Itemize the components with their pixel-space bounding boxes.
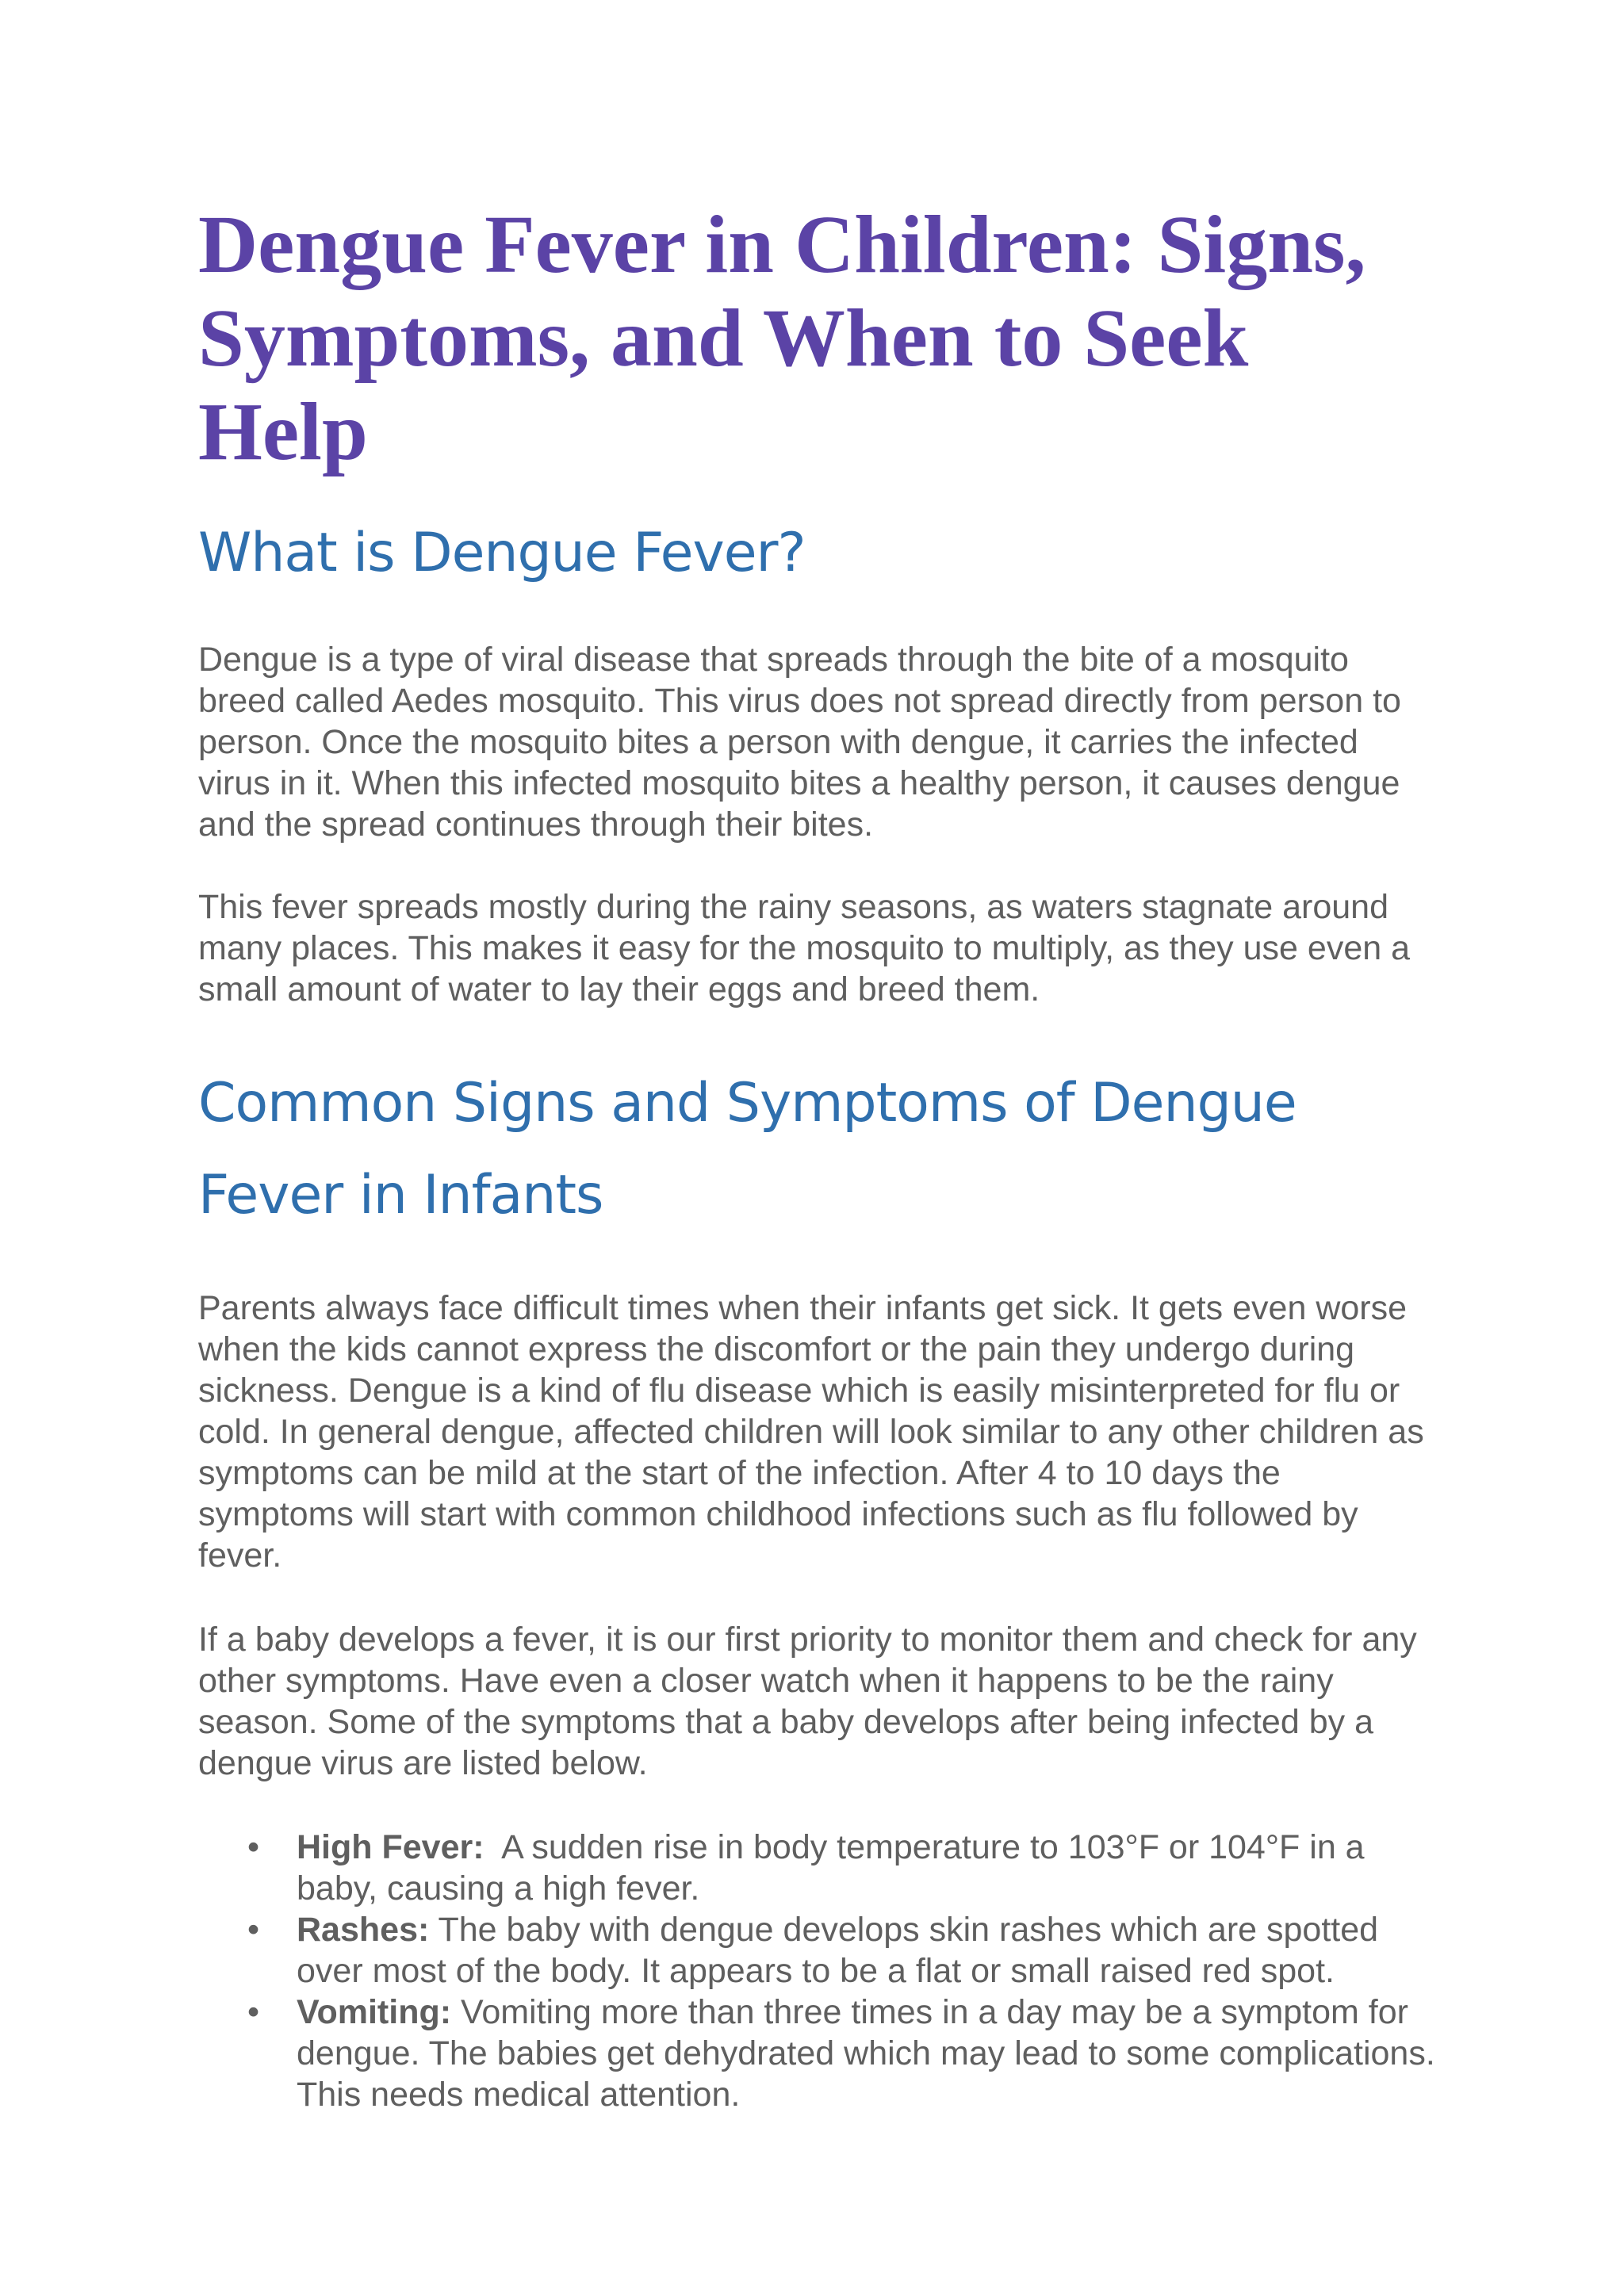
- section-heading-common-symptoms: Common Signs and Symptoms of Dengue Fever in Infants: [198, 1072, 1297, 1226]
- bullet-icon: •: [247, 1993, 260, 2031]
- symptom-term: Vomiting:: [297, 1993, 452, 2031]
- bullet-icon: •: [247, 1911, 260, 1949]
- document-content: [198, 198, 1444, 2115]
- symptom-description: The baby with dengue develops skin rashes which are spotted over most of the body. It appears to be a flat or small raised red spot.: [297, 1911, 1388, 1990]
- symptom-description: A sudden rise in body temperature to 103°F or 104°F in a baby, causing a high fever.: [297, 1828, 1374, 1908]
- paragraph-rainy-season-spread: This fever spreads mostly during the rainy seasons, as waters stagnate around many places. This makes it easy for the mosquito to multiply, as they use even a small amount of water to lay their eggs and breed them.: [198, 888, 1411, 1008]
- list-item-rashes: [198, 1909, 1435, 1992]
- symptom-term: High Fever:: [297, 1828, 485, 1866]
- paragraph-parents-infants: Parents always face difficult times when their infants get sick. It gets even worse when the kids cannot express the discomfort or the pain they undergo during sickness. Dengue is a kind of flu disease which is easily misinterpreted for flu or cold. In general dengue, affected children will look similar to any other children as symptoms can be mild at the start of the infection. After 4 to 10 days the symptoms will start with common childhood infections such as flu followed by fever.: [198, 1289, 1424, 1575]
- paragraph-dengue-definition: Dengue is a type of viral disease that spreads through the bite of a mosquito breed called Aedes mosquito. This virus does not spread directly from person to person. Once the mosquito bites a person with dengue, it carries the infected virus in it. When this infected mosquito bites a healthy person, it causes dengue and the spread continues through their bites.: [198, 641, 1401, 844]
- list-item-high-fever: [198, 1827, 1435, 1909]
- symptom-term: Rashes:: [297, 1911, 430, 1949]
- document-title: Dengue Fever in Children: Signs, Symptoms, and When to Seek Help: [198, 199, 1366, 477]
- section-heading-what-is-dengue: What is Dengue Fever?: [198, 522, 806, 584]
- paragraph-baby-fever-monitoring: If a baby develops a fever, it is our first priority to monitor them and check for any other symptoms. Have even a closer watch when it happens to be the rainy season. Some of the symptoms that a baby develops after being infected by a dengue virus are listed below.: [198, 1621, 1417, 1782]
- symptom-list: [198, 1827, 1444, 2115]
- list-item-vomiting: [198, 1992, 1444, 2115]
- bullet-icon: •: [247, 1828, 260, 1866]
- symptom-description: Vomiting more than three times in a day may be a symptom for dengue. The babies get dehydrated which may lead to some complications. This needs medical attention.: [297, 1993, 1444, 2114]
